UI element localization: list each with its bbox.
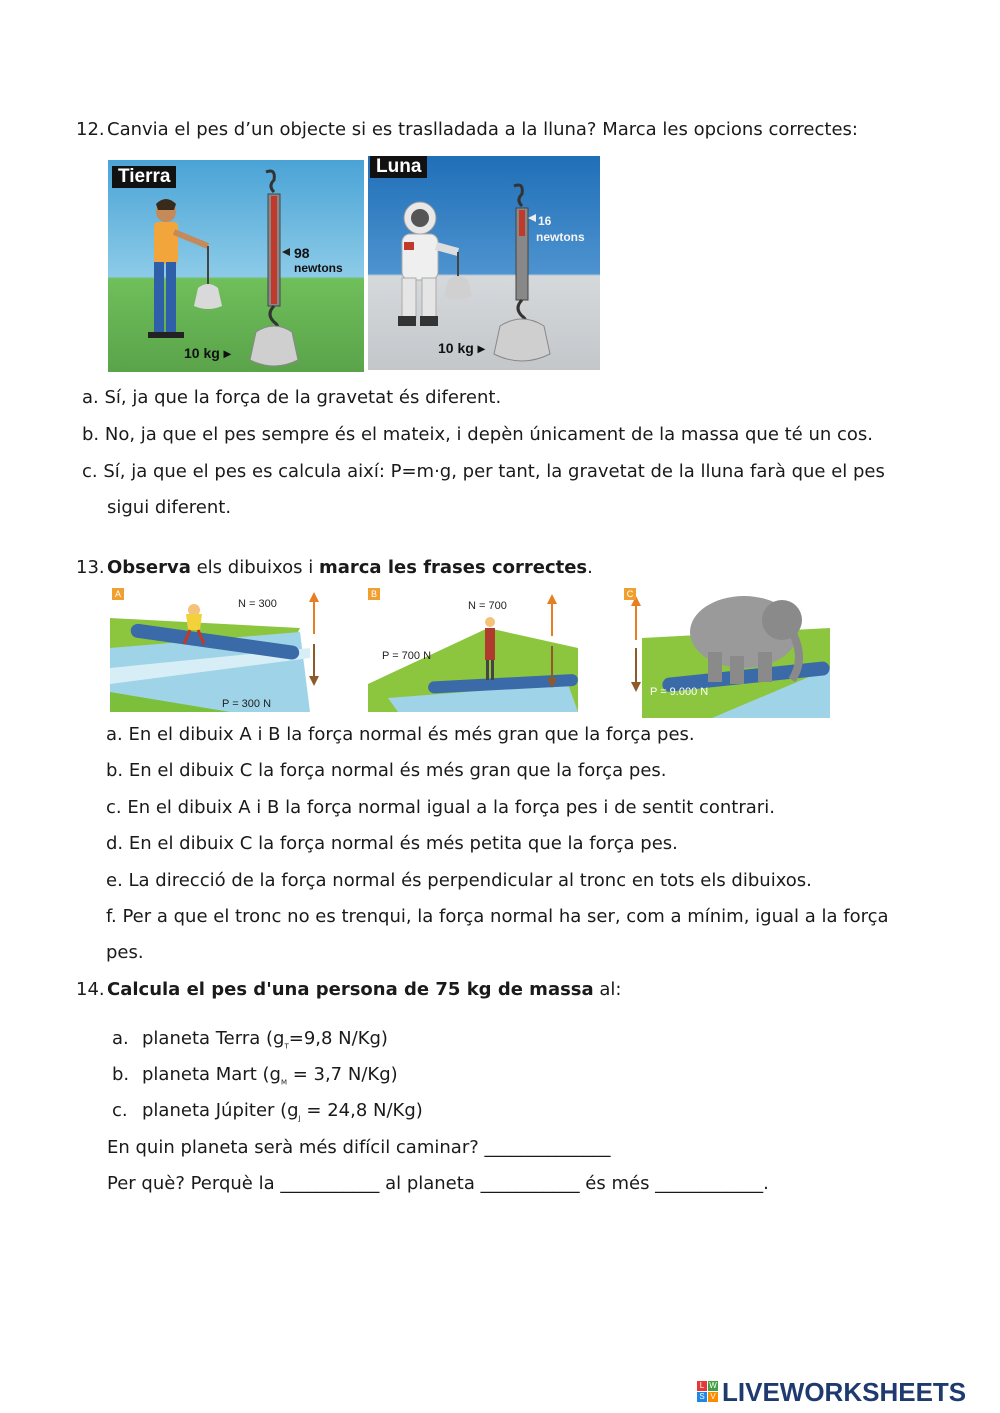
planet-gravity: = 24,8 N/Kg) xyxy=(300,1100,423,1121)
q12-option-c[interactable]: c. Sí, ja que el pes es calcula així: P=m·g, per tant, la gravetat de la lluna farà que el pes xyxy=(82,461,885,482)
figure-c-badge: C xyxy=(624,588,636,600)
liveworksheets-logo-icon xyxy=(697,1381,719,1403)
planet-text: planeta Júpiter (g xyxy=(142,1100,299,1121)
moon-force-unit: newtons xyxy=(536,230,585,244)
planet-mars-item xyxy=(112,1064,398,1087)
question-text: Canvia el pes d’un objecte si es traslladada a la lluna? Marca les opcions correctes: xyxy=(107,119,858,140)
figure-b-normal-label: N = 700 xyxy=(468,600,507,612)
planet-subscript: J xyxy=(298,1114,301,1123)
q13-option-e[interactable]: e. La direcció de la força normal és perpendicular al tronc en tots els dibuixos. xyxy=(106,870,812,891)
figure-a-weight-label: P = 300 N xyxy=(222,698,272,710)
question-12 xyxy=(76,119,858,140)
question-number: 14. xyxy=(76,979,105,1000)
liveworksheets-brand: LIVEWORKSHEETS xyxy=(722,1377,967,1407)
q12-option-a[interactable]: a. Sí, ja que la força de la gravetat és diferent. xyxy=(82,387,502,408)
planet-gravity: = 3,7 N/Kg) xyxy=(286,1064,398,1085)
planet-letter: c. xyxy=(112,1100,128,1121)
earth-force-unit: newtons xyxy=(294,261,343,275)
figure-b-weight-label: P = 700 N xyxy=(382,650,432,662)
log-figure-c-drawing xyxy=(622,588,830,718)
question-text-end: al: xyxy=(593,979,622,1000)
planet-jupiter-item xyxy=(112,1100,423,1123)
question-text-mid: els dibuixos i xyxy=(190,557,319,578)
q13-option-b[interactable]: b. En el dibuix C la força normal és més gran que la força pes. xyxy=(106,760,667,781)
q13-option-c[interactable]: c. En el dibuix A i B la força normal igual a la força pes i de sentit contrari. xyxy=(106,797,775,818)
moon-tag: Luna xyxy=(370,156,427,178)
figure-a-badge: A xyxy=(112,588,124,600)
question-bold-verb: Observa xyxy=(107,557,191,578)
moon-mass-label: 10 kg ▸ xyxy=(438,340,485,356)
q12-option-b[interactable]: b. No, ja que el pes sempre és el mateix, i depèn únicament de la massa que té un cos. xyxy=(82,424,874,445)
earth-mass-label: 10 kg ▸ xyxy=(184,345,231,361)
figure-c-weight-label: P = 9.000 N xyxy=(650,686,709,698)
hardest-planet-question[interactable]: En quin planeta serà més difícil caminar? ______________ xyxy=(107,1137,611,1158)
question-13 xyxy=(76,557,593,578)
planet-earth-item xyxy=(112,1028,388,1051)
logo-tile-s: S xyxy=(697,1392,707,1402)
figure-a-normal-label: N = 300 xyxy=(238,598,277,610)
planet-text: planeta Terra (g xyxy=(142,1028,285,1049)
q13-option-d[interactable]: d. En el dibuix C la força normal és més petita que la força pes. xyxy=(106,833,678,854)
logo-tile-v: V xyxy=(708,1392,718,1402)
question-bold-instruction: Calcula el pes d'una persona de 75 kg de massa xyxy=(107,979,594,1000)
log-figure-a xyxy=(110,588,332,712)
question-text-end: . xyxy=(587,557,593,578)
q13-option-f[interactable]: f. Per a que el tronc no es trenqui, la força normal ha ser, com a mínim, igual a la força xyxy=(106,906,889,927)
q13-option-f-continued: pes. xyxy=(106,942,144,963)
moon-force-value: 16 xyxy=(538,214,552,228)
planet-letter: b. xyxy=(112,1064,130,1085)
logo-tile-w: W xyxy=(709,1381,717,1390)
question-bold-instruction: marca les frases correctes xyxy=(318,557,588,578)
moon-scene-drawing xyxy=(368,156,600,370)
q12-option-c-continued: sigui diferent. xyxy=(107,497,232,518)
question-number: 12. xyxy=(76,119,105,140)
q13-option-a[interactable]: a. En el dibuix A i B la força normal és més gran que la força pes. xyxy=(106,724,695,745)
planet-letter: a. xyxy=(112,1028,129,1049)
earth-scale-image xyxy=(108,160,364,372)
moon-scale-image xyxy=(368,156,600,370)
planet-subscript: T xyxy=(284,1042,289,1051)
earth-tag: Tierra xyxy=(112,166,176,188)
figure-b-badge: B xyxy=(368,588,380,600)
log-figure-b xyxy=(368,588,590,712)
question-number: 13. xyxy=(76,557,105,578)
log-figure-a-drawing xyxy=(110,588,332,712)
logo-tile-l: L xyxy=(697,1381,707,1391)
question-14 xyxy=(76,979,622,1000)
planet-gravity: =9,8 N/Kg) xyxy=(288,1028,388,1049)
why-fill-in-sentence[interactable]: Per què? Perquè la ___________ al planeta ___________ és més ____________. xyxy=(107,1173,769,1194)
planet-text: planeta Mart (g xyxy=(142,1064,281,1085)
planet-subscript: M xyxy=(280,1078,287,1087)
log-figure-c xyxy=(622,588,830,718)
earth-force-value: 98 xyxy=(294,245,310,261)
